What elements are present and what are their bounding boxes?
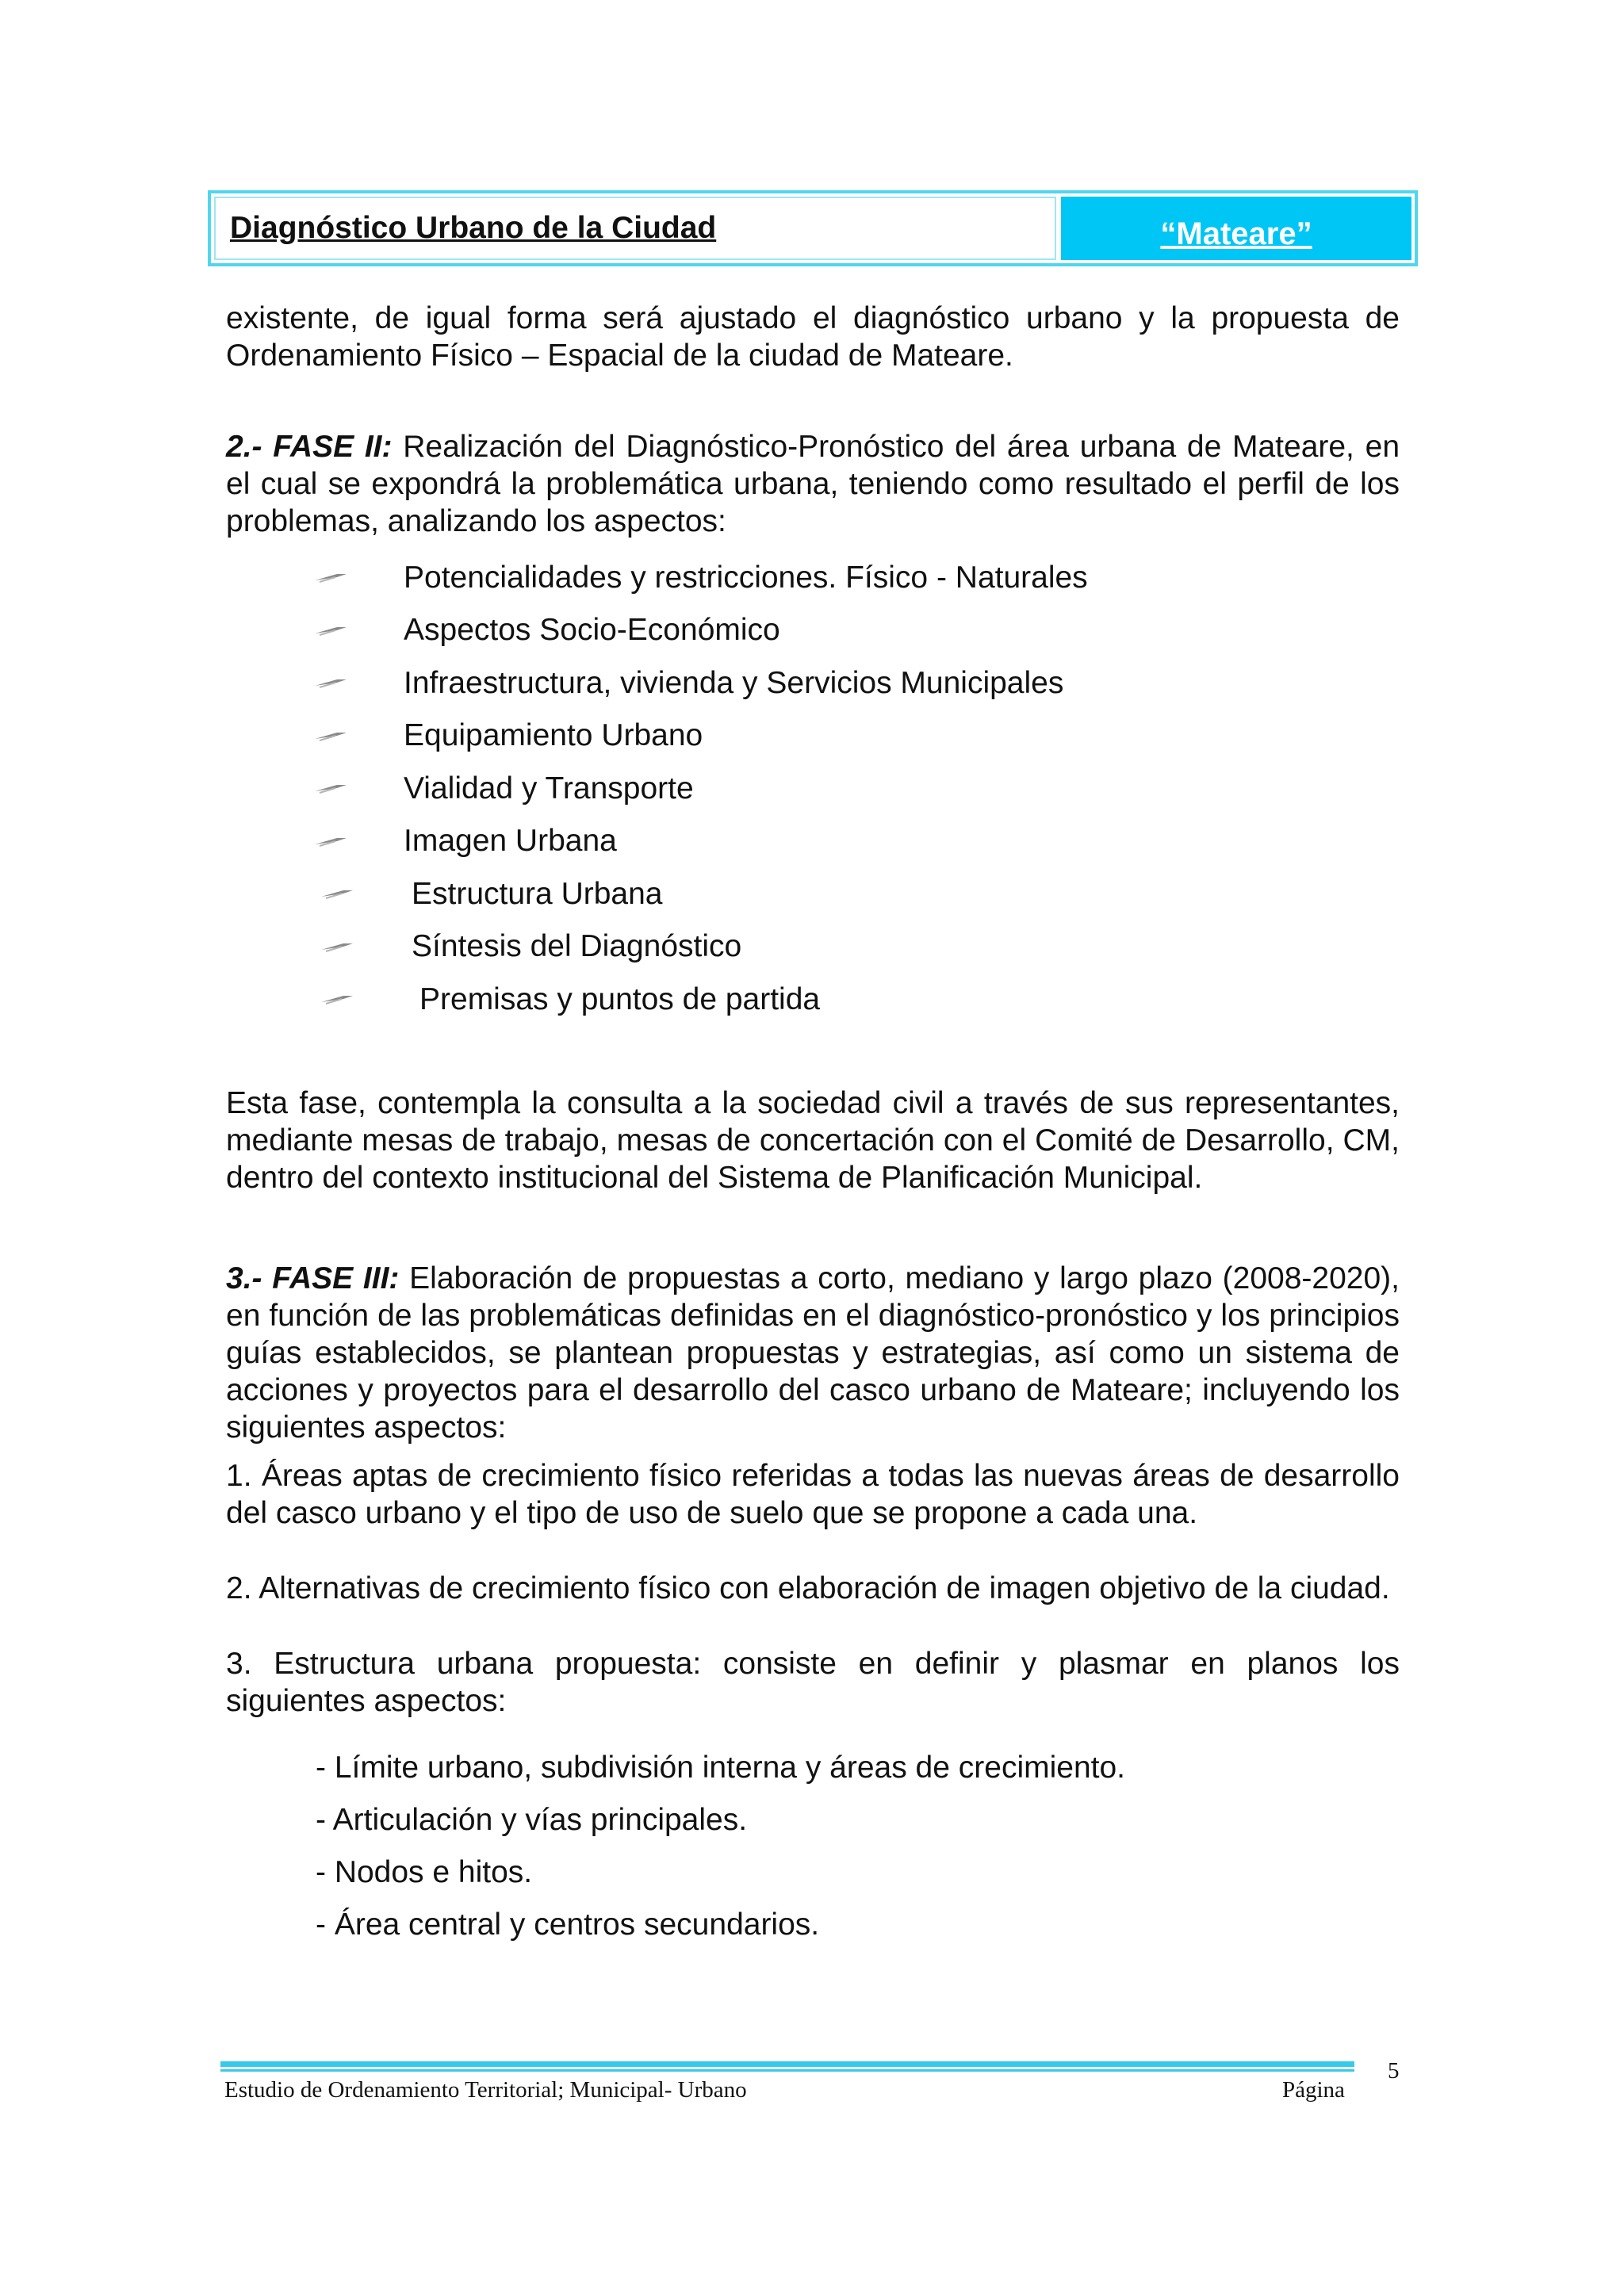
pen-bullet-icon <box>313 675 348 691</box>
phase3-text: Elaboración de propuestas a corto, mediano y largo plazo (2008-2020), en función de las problemáticas definidas en el diagnóstico-pronóstico y los principios guías establecidos, se plantean propuestas y estrategias, así como un sistema de acciones y proyectos para el desarrollo del casco urbano de Mateare; incluyendo los siguientes aspectos: <box>226 1261 1400 1445</box>
footer-page-label: Página <box>1282 2077 1345 2103</box>
list-item: Equipamiento Urbano <box>226 710 1400 763</box>
pen-bullet-icon <box>313 833 348 849</box>
pen-bullet-icon <box>320 886 354 901</box>
pen-bullet-icon <box>313 622 348 638</box>
page-header <box>208 190 1418 266</box>
document-body <box>226 300 1400 1951</box>
header-title: Diagnóstico Urbano de la Ciudad <box>230 211 717 245</box>
header-title-cell <box>214 197 1056 260</box>
pen-bullet-icon <box>320 939 354 955</box>
pen-bullet-icon <box>313 569 348 585</box>
list-item: - Límite urbano, subdivisión interna y áreas de crecimiento. <box>316 1750 1126 1785</box>
structure-aspect-list <box>226 1742 1400 1951</box>
phase3-point-2: 2. Alternativas de crecimiento físico con elaboración de imagen objetivo de la ciudad. <box>226 1571 1390 1605</box>
list-item: Potencialidades y restricciones. Físico - Naturales <box>226 551 1400 604</box>
list-item: - Articulación y vías principales. <box>316 1802 748 1837</box>
list-item: - Área central y centros secundarios. <box>316 1907 820 1942</box>
list-item: Síntesis del Diagnóstico <box>226 920 1400 974</box>
intro-paragraph: existente, de igual forma será ajustado el diagnóstico urbano y la propuesta de Ordenamiento Físico – Espacial de la ciudad de Mateare. <box>226 301 1400 373</box>
phase3-title: 3.- FASE III: <box>226 1261 400 1295</box>
phase2-aspect-list <box>226 551 1400 1026</box>
footer-rule-thin <box>220 2069 1354 2072</box>
phase2-paragraph <box>226 428 1400 540</box>
footer-rule <box>220 2061 1354 2067</box>
header-city-cell <box>1061 197 1411 260</box>
page-number: 5 <box>1388 2058 1400 2084</box>
phase3-point-1: 1. Áreas aptas de crecimiento físico referidas a todas las nuevas áreas de desarrollo del casco urbano y el tipo de uso de suelo que se propone a cada una. <box>226 1458 1400 1530</box>
phase3-point-3: 3. Estructura urbana propuesta: consiste en definir y plasmar en planos los siguientes aspectos: <box>226 1646 1400 1718</box>
list-item: Aspectos Socio-Económico <box>226 604 1400 657</box>
pen-bullet-icon <box>313 780 348 796</box>
list-item: - Nodos e hitos. <box>316 1854 533 1889</box>
pen-bullet-icon <box>320 991 354 1007</box>
list-item: Infraestructura, vivienda y Servicios Municipales <box>226 656 1400 710</box>
list-item: Premisas y puntos de partida <box>226 973 1400 1026</box>
list-item: Estructura Urbana <box>226 867 1400 920</box>
list-item: Imagen Urbana <box>226 815 1400 868</box>
pen-bullet-icon <box>313 728 348 744</box>
phase2-text: Realización del Diagnóstico-Pronóstico del área urbana de Mateare, en el cual se expondrá la problemática urbana, teniendo como resultado el perfil de los problemas, analizando los aspectos: <box>226 430 1400 538</box>
list-item: Vialidad y Transporte <box>226 762 1400 815</box>
footer-study-title: Estudio de Ordenamiento Territorial; Municipal- Urbano <box>224 2077 747 2103</box>
consulta-paragraph: Esta fase, contempla la consulta a la sociedad civil a través de sus representantes, mediante mesas de trabajo, mesas de concertación con el Comité de Desarrollo, CM, dentro del contexto institucional del Sistema de Planificación Municipal. <box>226 1085 1400 1195</box>
header-city: “Mateare” <box>1160 216 1312 251</box>
phase3-paragraph <box>226 1260 1400 1446</box>
phase2-title: 2.- FASE II: <box>226 430 393 464</box>
